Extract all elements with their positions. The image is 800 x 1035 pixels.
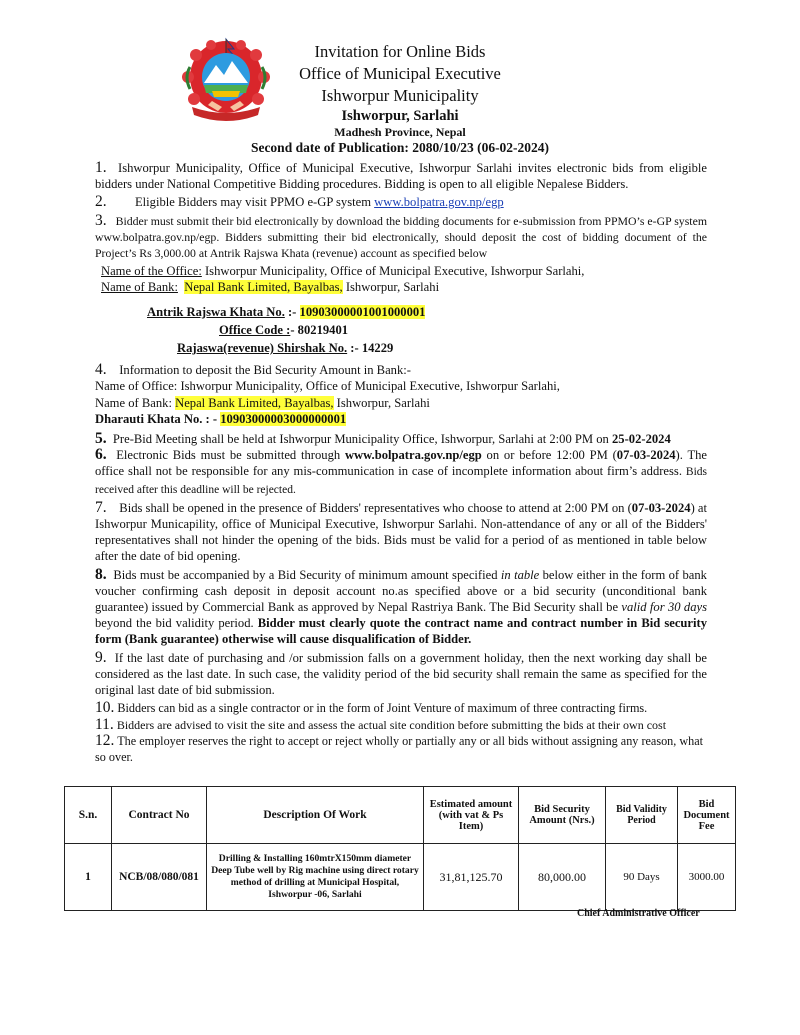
para-8: 8. Bids must be accompanied by a Bid Security of minimum amount specified in table below either in the form of bank voucher confirming cash deposit in deposit account no.as specified above or a bid security (unconditional bank guarantee) issued by Commercial Bank as approved by Nepal Rastriya Bank. The Bid Security shall be valid for 30 days beyond the bid validity period. Bidder must clearly quote the contract name and contract number in Bid security form (Bank guarantee) otherwise will cause disqualification of Bidder. bbox=[95, 565, 708, 647]
para-4: 4. Information to deposit the Bid Security Amount in Bank:- bbox=[95, 361, 411, 379]
col-estimated-amount: Estimated amount (with vat & Ps Item) bbox=[424, 787, 519, 844]
para-11: 11. Bidders are advised to visit the site and assess the actual site condition before submitting the bids at their own cost bbox=[95, 715, 667, 733]
deposit-bank-line: Name of Bank: Nepal Bank Limited, Bayalbas, Ishworpur, Sarlahi bbox=[95, 395, 430, 410]
bank-name-line: Name of Bank: Nepal Bank Limited, Bayalbas, Ishworpur, Sarlahi bbox=[101, 280, 440, 295]
khata-number: 10903000001001000001 bbox=[299, 304, 426, 319]
para-1: 1. Ishworpur Municipality, Office of Municipal Executive, Ishworpur Sarlahi invites electronic bids from eligible bidders under National Competitive Bidding procedures. Bidding is open to all eligible Nepalese Bidders. bbox=[95, 159, 707, 192]
col-sn: S.n. bbox=[65, 787, 112, 844]
cell-contract-no: NCB/08/080/081 bbox=[112, 844, 207, 911]
title-office: Office of Municipal Executive bbox=[299, 64, 501, 83]
col-description: Description Of Work bbox=[207, 787, 424, 844]
office-name-line: Name of the Office: Ishworpur Municipality, Office of Municipal Executive, Ishworpur Sarlahi, bbox=[101, 264, 585, 279]
cell-sn: 1 bbox=[65, 844, 112, 911]
antrik-khata-line: Antrik Rajswa Khata No. :- 10903000001001000001 bbox=[147, 304, 426, 319]
col-doc-fee: Bid Document Fee bbox=[678, 787, 736, 844]
title-invitation: Invitation for Online Bids bbox=[314, 42, 486, 61]
table-row bbox=[65, 844, 736, 911]
para-5: 5. Pre-Bid Meeting shall be held at Ishworpur Municipality Office, Ishworpur, Sarlahi at 2:00 PM on 25-02-2024 bbox=[95, 430, 671, 448]
para-12: 12. The employer reserves the right to accept or reject wholly or partially any or all bids without assigning any reason, what so over. bbox=[95, 731, 704, 764]
cell-validity: 90 Days bbox=[606, 844, 678, 911]
para-10: 10. Bidders can bid as a single contractor or in the form of Joint Venture of maximum of three contracting firms. bbox=[95, 699, 648, 717]
col-bid-security: Bid Security Amount (Nrs.) bbox=[519, 787, 606, 844]
table-header-row bbox=[65, 787, 736, 844]
publication-date: Second date of Publication: 2080/10/23 (06-02-2024) bbox=[250, 140, 550, 155]
para-9: 9. If the last date of purchasing and /or submission falls on a government holiday, then the next working day shall be considered as the last date. In such case, the validity period of the bid security shall remain the same as specified for the original last date of bid submission. bbox=[95, 648, 708, 698]
cell-estimated-amount: 31,81,125.70 bbox=[424, 844, 519, 911]
col-contract-no: Contract No bbox=[112, 787, 207, 844]
para-2: 2. Eligible Bidders may visit PPMO e-GP system www.bolpatra.gov.np/egp bbox=[95, 193, 504, 211]
dharauti-number: 10903000003000000001 bbox=[220, 411, 347, 426]
signature-title: Chief Administrative Officer bbox=[577, 908, 700, 919]
title-location: Ishworpur, Sarlahi bbox=[341, 108, 459, 124]
deposit-office-line: Name of Office: Ishworpur Municipality, Office of Municipal Executive, Ishworpur Sarlahi, bbox=[95, 379, 560, 394]
shirshak-line: Rajaswa(revenue) Shirshak No. :- 14229 bbox=[177, 341, 394, 356]
para-7: 7. Bids shall be opened in the presence of Bidders' representatives who choose to attend at 2:00 PM on (07-03-2024) at Ishworpur Municapility, office of Municipal Executive, Ishworpur Sarlahi. Non-attendance of any or all of the Bidders' representatives shall not hinder the opening of the bids. Bids must be valid for a period of as mentioned in table below after the date of bid opening. bbox=[95, 498, 708, 564]
col-validity: Bid Validity Period bbox=[606, 787, 678, 844]
cell-bid-security: 80,000.00 bbox=[519, 844, 606, 911]
contract-table bbox=[64, 786, 736, 911]
title-province: Madhesh Province, Nepal bbox=[334, 125, 466, 139]
title-municipality: Ishworpur Municipality bbox=[321, 86, 479, 105]
office-code-line: Office Code :- 80219401 bbox=[219, 322, 349, 337]
cell-doc-fee: 3000.00 bbox=[678, 844, 736, 911]
cell-description: Drilling & Installing 160mtrX150mm diameter Deep Tube well by Rig machine using direct rotary method of drilling at Municipal Hospital, Ishworpur -06, Sarlahi bbox=[207, 844, 424, 911]
para-3: 3. Bidder must submit their bid electronically by download the bidding documents for e-submission from PPMO’s e-GP system www.bolpatra.gov.np/egp. Bidders submitting their bid electronically, should deposit the cost of bidding document of the Project’s Rs 3,000.00 at Antrik Rajswa Khata (revenue) account as specified below bbox=[95, 211, 707, 261]
egp-link[interactable]: www.bolpatra.gov.np/egp bbox=[374, 195, 504, 210]
dharauti-khata-line: Dharauti Khata No. : - 10903000003000000001 bbox=[95, 411, 347, 426]
para-6: 6. Electronic Bids must be submitted through www.bolpatra.gov.np/egp on or before 12:00 PM (07-03-2024). The office shall not be responsible for any mis-communication in case of incomplete information about firm’s address. Bids received after this deadline will be rejected. bbox=[95, 446, 708, 496]
notice-body bbox=[95, 160, 707, 767]
